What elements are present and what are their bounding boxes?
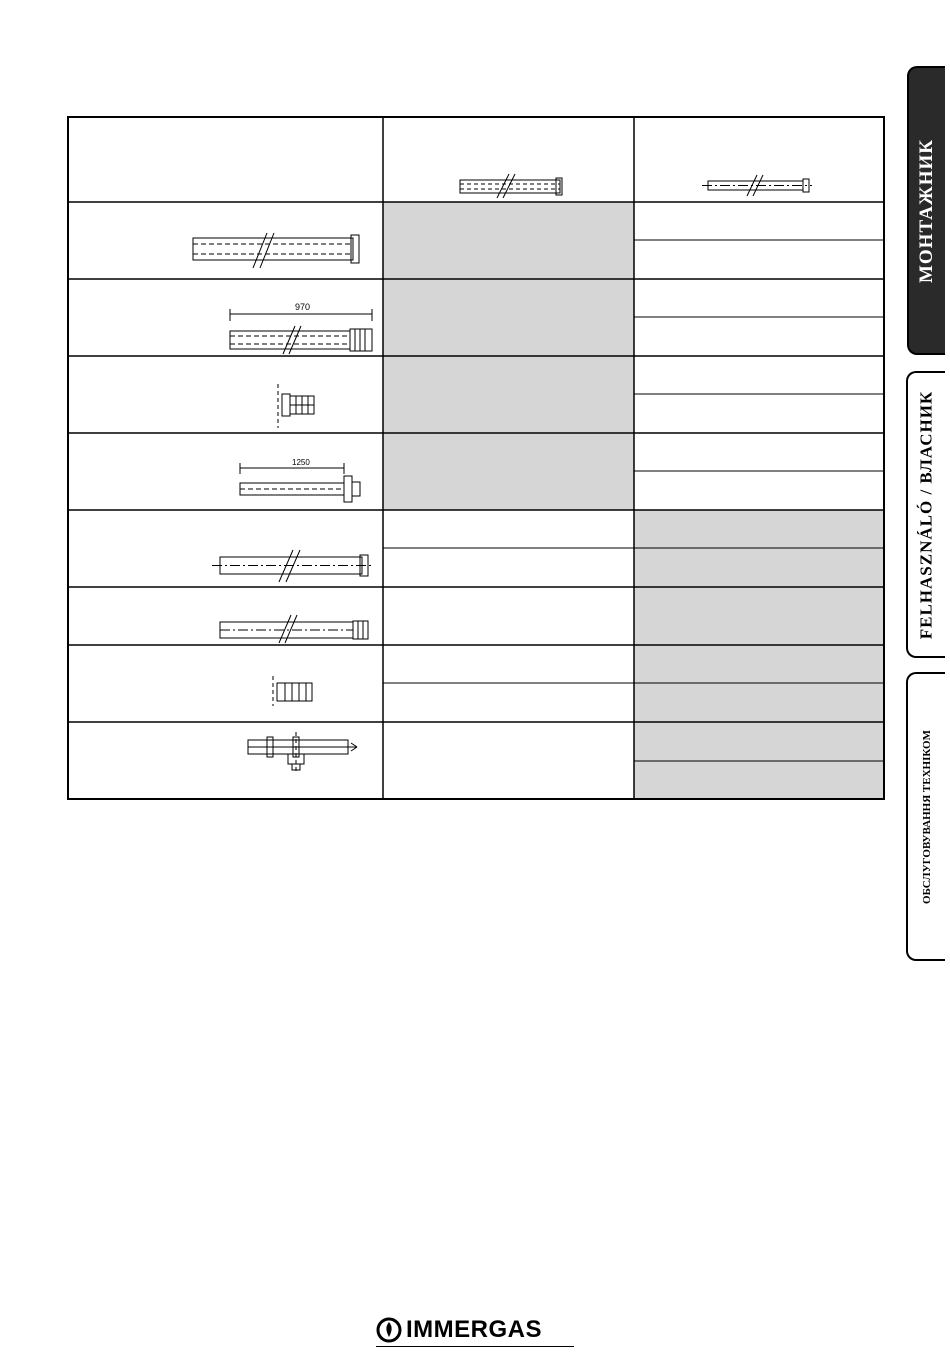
tab-user-label: FELHASZNÁLÓ / ВЛАСНИК bbox=[916, 390, 936, 639]
row8-tee-fitting-drawing bbox=[248, 732, 357, 774]
flame-circle-icon bbox=[376, 1317, 402, 1343]
gray-cell-r2-c2 bbox=[383, 279, 634, 356]
gray-cell-r6-c3 bbox=[634, 587, 885, 645]
dimension-label-970: 970 bbox=[295, 302, 311, 312]
gray-cell-r4-c2 bbox=[383, 433, 634, 510]
flue-component-table bbox=[67, 116, 885, 800]
logo-underline bbox=[376, 1346, 574, 1347]
dimension-label-1250: 1250 bbox=[292, 458, 310, 467]
row1-coaxial-pipe-drawing bbox=[193, 233, 359, 268]
tab-installer-label: МОНТАЖНИК bbox=[916, 138, 937, 283]
row4-coaxial-pipe-1250-drawing bbox=[240, 463, 360, 502]
row7-single-fitting-drawing bbox=[273, 676, 312, 706]
row5-single-pipe-drawing bbox=[212, 550, 372, 582]
gray-cell-r3-c2 bbox=[383, 356, 634, 433]
tab-maintenance[interactable] bbox=[906, 672, 945, 961]
row3-coaxial-fitting-drawing bbox=[278, 384, 314, 428]
tab-maintenance-label: ОБСЛУГОВУВАННЯ ТЕХНІКОМ bbox=[920, 729, 933, 904]
header-coaxial-pipe-drawing bbox=[460, 174, 562, 198]
row6-single-pipe-drawing bbox=[220, 615, 368, 643]
brand-logo bbox=[376, 1313, 574, 1347]
tab-user[interactable] bbox=[906, 371, 945, 658]
tab-installer[interactable] bbox=[907, 66, 945, 355]
header-single-pipe-drawing bbox=[702, 175, 812, 196]
table-grid bbox=[67, 116, 885, 800]
gray-cell-r1-c2 bbox=[383, 202, 634, 279]
row2-coaxial-pipe-970-drawing bbox=[230, 309, 372, 354]
brand-name: IMMERGAS bbox=[406, 1316, 542, 1343]
